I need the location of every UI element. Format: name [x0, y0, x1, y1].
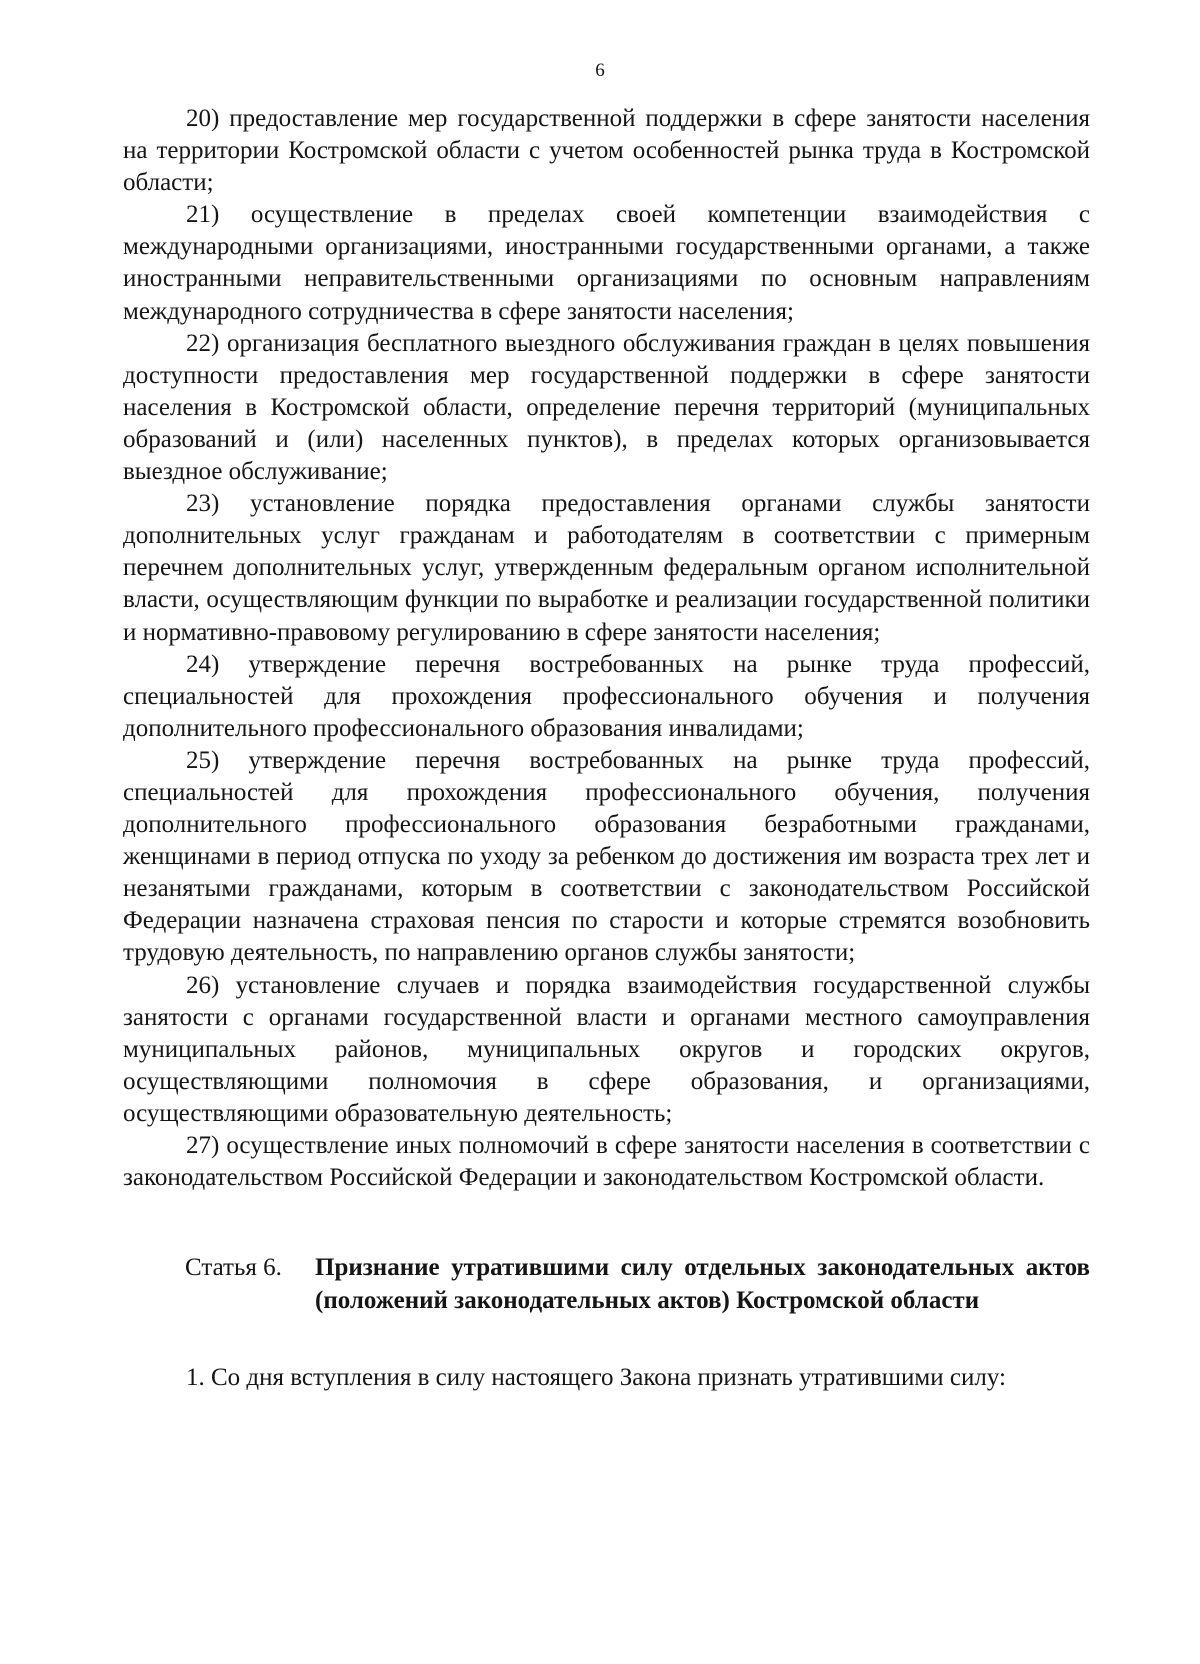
- list-item-24: 24) утверждение перечня востребованных на рынке труда профессий, специальностей для прохождения профессионального обучения и получения дополнительного профессионального образования инвалидами;: [123, 650, 1090, 742]
- list-item-25: 25) утверждение перечня востребованных на рынке труда профессий, специальностей для прохождения профессионального обучения, получения дополнительного профессионального образования безработными гражданами, женщинами в период отпуска по уходу за ребенком до достижения им возраста трех лет и незанятыми гражданами, которым в соответствии с законодательством Российской Федерации назначена страховая пенсия по старости и которые стремятся возобновить трудовую деятельность, по направлению органов службы занятости;: [123, 746, 1090, 967]
- article-heading: [123, 1252, 1090, 1317]
- list-item-26: 26) установление случаев и порядка взаимодействия государственной службы занятости с органами государственной власти и органами местного самоуправления муниципальных районов, муниципальных округов и городских округов, осуществляющими полномочия в сфере образования, и организациями, осуществляющими образовательную деятельность;: [123, 971, 1090, 1127]
- list-item-27: 27) осуществление иных полномочий в сфере занятости населения в соответствии с законодательством Российской Федерации и законодательством Костромской области.: [123, 1132, 1090, 1192]
- article-title: Признание утратившими силу отдельных законодательных актов (положений законодательных актов) Костромской области: [315, 1254, 1090, 1314]
- page-number: 6: [595, 60, 605, 81]
- list-item-21: 21) осуществление в пределах своей компетенции взаимодействия с международными организациями, иностранными государственными органами, а также иностранными неправительственными организациями по основным направлениям международного сотрудничества в сфере занятости населения;: [123, 201, 1090, 325]
- article-label: Статья 6.: [185, 1254, 282, 1282]
- list-item-22: 22) организация бесплатного выездного обслуживания граждан в целях повышения доступности предоставления мер государственной поддержки в сфере занятости населения в Костромской области, определение перечня территорий (муниципальных образований и (или) населенных пунктов), в пределах которых организовывается выездное обслуживание;: [123, 329, 1090, 486]
- list-item-23: 23) установление порядка предоставления органами службы занятости дополнительных услуг гражданам и работодателям в соответствии с примерным перечнем дополнительных услуг, утвержденным федеральным органом исполнительной власти, осуществляющим функции по выработке и реализации государственной политики и нормативно-правовому регулированию в сфере занятости населения;: [123, 490, 1090, 646]
- list-item-20: 20) предоставление мер государственной поддержки в сфере занятости населения на территории Костромской области с учетом особенностей рынка труда в Костромской области;: [123, 105, 1090, 197]
- article-paragraph-1: 1. Со дня вступления в силу настоящего Закона признать утратившими силу:: [186, 1364, 1006, 1392]
- document-body: [123, 103, 1090, 1394]
